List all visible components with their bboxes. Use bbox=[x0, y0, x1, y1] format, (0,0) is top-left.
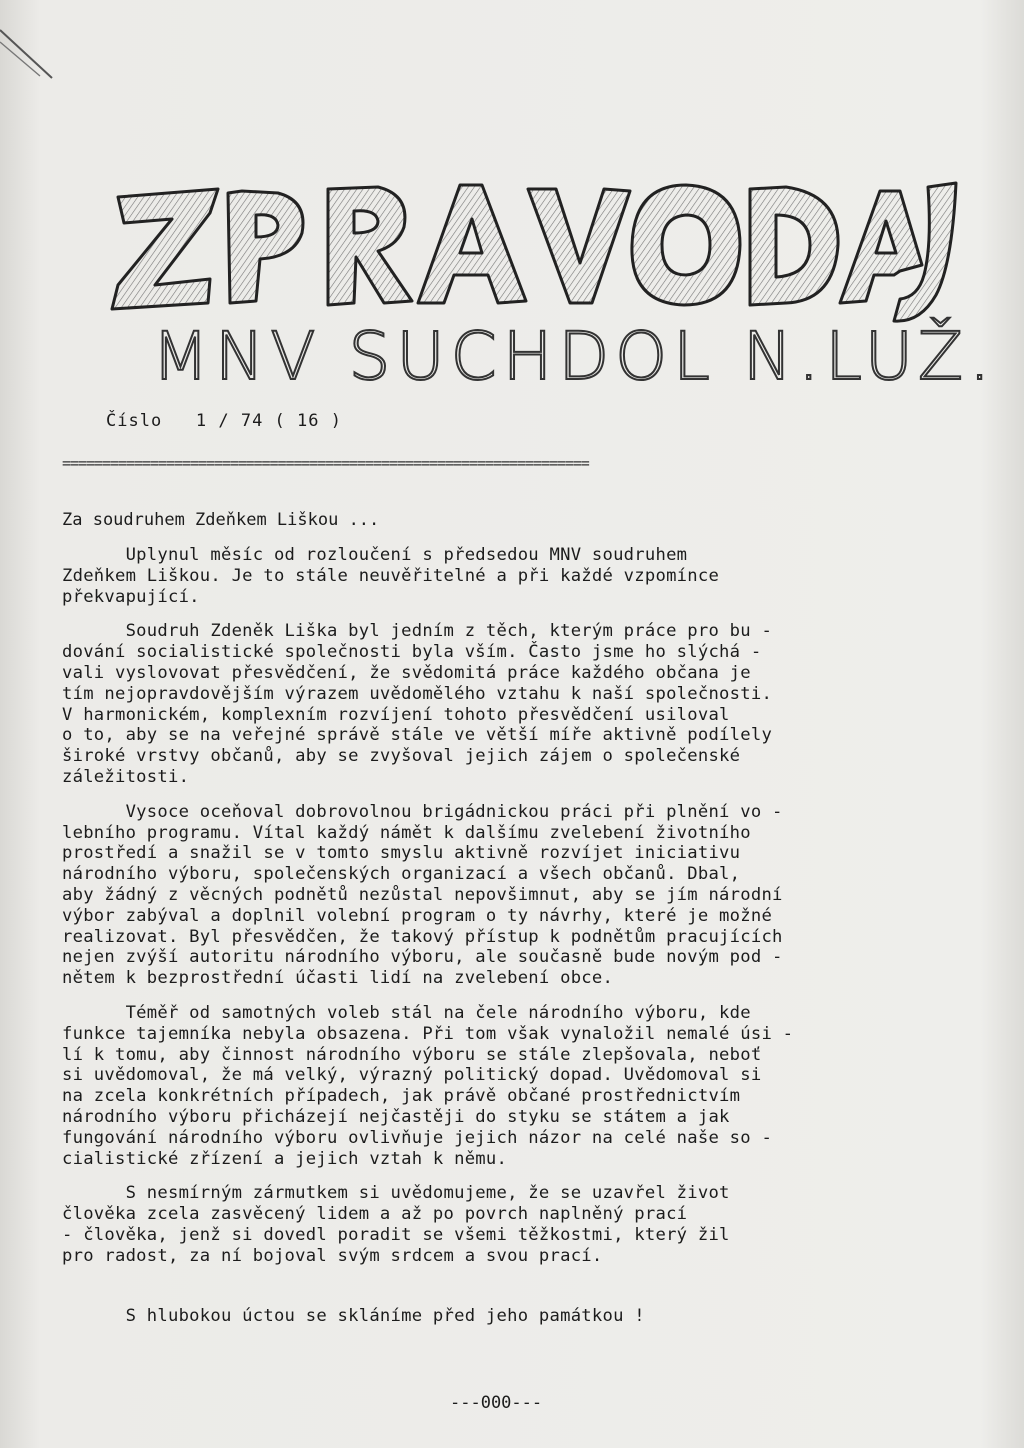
text-line: Zdeňkem Liškou. Je to stále neuvěřitelné a při každé vzpomínce bbox=[62, 565, 720, 586]
issue-number: 1 / 74 ( 16 ) bbox=[195, 411, 342, 431]
text-line: nětem k bezprostřední účasti lidí na zvelebení obce. bbox=[62, 968, 614, 989]
text-line: S nesmírným zármutkem si uvědomujeme, že se uzavřel život bbox=[62, 1183, 730, 1204]
text-line: nejen zvýší autoritu národního výboru, ale současně bude novým pod - bbox=[62, 947, 783, 968]
text-line: překvapující. bbox=[62, 586, 200, 607]
text-line: V harmonickém, komplexním rozvíjení tohoto přesvědčení usiloval bbox=[62, 704, 730, 725]
text-line: realizovat. Byl přesvědčen, že takový přístup k podnětům pracujících bbox=[62, 926, 783, 947]
text-line: dování socialistické společnosti byla vším. Často jsme ho slýchá - bbox=[62, 642, 762, 663]
issue-label: Číslo bbox=[106, 411, 163, 431]
masthead-subtitle: MNV SUCHDOL N.LUŽ. bbox=[152, 318, 997, 395]
paragraph bbox=[62, 545, 982, 607]
end-mark: ---000--- bbox=[450, 1393, 543, 1413]
page-edge-mark bbox=[0, 0, 60, 110]
text-line: národního výboru přicházejí nejčastěji do styku se státem a jak bbox=[62, 1106, 730, 1127]
text-line: záležitosti. bbox=[62, 766, 190, 787]
text-line: - člověka, jenž si dovedl poradit se všemi těžkostmi, který žil bbox=[62, 1224, 730, 1245]
title-lettering bbox=[112, 183, 956, 321]
text-line: Soudruh Zdeněk Liška byl jedním z těch, kterým práce pro bu - bbox=[62, 621, 773, 642]
text-line: cialistické zřízení a jejich vztah k němu. bbox=[62, 1148, 508, 1169]
text-line: aby žádný z věcných podnětů nezůstal nepovšimnut, aby se jím národní bbox=[62, 884, 783, 905]
masthead-title-art bbox=[110, 175, 960, 325]
issue-line bbox=[106, 411, 342, 431]
text-line: výbor zabýval a doplnil volební program o ty návrhy, které je možné bbox=[62, 905, 773, 926]
text-line: vali vyslovovat přesvědčení, že svědomitá práce každého občana je bbox=[62, 662, 751, 683]
article-body bbox=[62, 545, 982, 1281]
text-line: široké vrstvy občanů, aby se zvyšoval jejich zájem o společenské bbox=[62, 746, 741, 767]
text-line: člověka zcela zasvěcený lidem a až po povrch naplněný prací bbox=[62, 1204, 688, 1225]
text-line: funkce tajemníka nebyla obsazena. Při tom však vynaložil nemalé úsi - bbox=[62, 1023, 794, 1044]
paragraph bbox=[62, 1183, 982, 1266]
text-line: si uvědomoval, že má velký, výrazný politický dopad. Uvědomoval si bbox=[62, 1065, 762, 1086]
text-line: lebního programu. Vítal každý námět k dalšímu zvelebení životního bbox=[62, 822, 751, 843]
text-line: fungování národního výboru ovlivňuje jejich názor na celé naše so - bbox=[62, 1127, 773, 1148]
paragraph bbox=[62, 1003, 982, 1169]
text-line: Uplynul měsíc od rozloučení s předsedou MNV soudruhem bbox=[62, 545, 688, 565]
text-line: národního výboru, společenských organizací a všech občanů. Dbal, bbox=[62, 864, 741, 885]
paragraph bbox=[62, 621, 982, 787]
text-line: prostředí a snažil se v tomto smyslu aktivně rozvíjet iniciativu bbox=[62, 843, 741, 864]
text-line: Téměř od samotných voleb stál na čele národního výboru, kde bbox=[62, 1002, 751, 1023]
separator-rule: ================================================================== bbox=[62, 454, 589, 472]
text-line: na zcela konkrétních případech, jak právě občané prostřednictvím bbox=[62, 1086, 741, 1107]
article-heading: Za soudruhem Zdeňkem Liškou ... bbox=[62, 510, 380, 530]
text-line: pro radost, za ní bojoval svým srdcem a svou prací. bbox=[62, 1245, 603, 1266]
paragraph bbox=[62, 802, 982, 989]
text-line: o to, aby se na veřejné správě stále ve větší míře aktivně podílely bbox=[62, 725, 773, 746]
text-line: Vysoce oceňoval dobrovolnou brigádnickou práci při plnění vo - bbox=[62, 801, 783, 822]
closing-line: S hlubokou úctou se skláníme před jeho památkou ! bbox=[62, 1306, 645, 1326]
text-line: tím nejopravdovějším výrazem uvědomělého vztahu k naší společnosti. bbox=[62, 683, 773, 704]
text-line: lí k tomu, aby činnost národního výboru se stále zlepšovala, neboť bbox=[62, 1044, 762, 1065]
